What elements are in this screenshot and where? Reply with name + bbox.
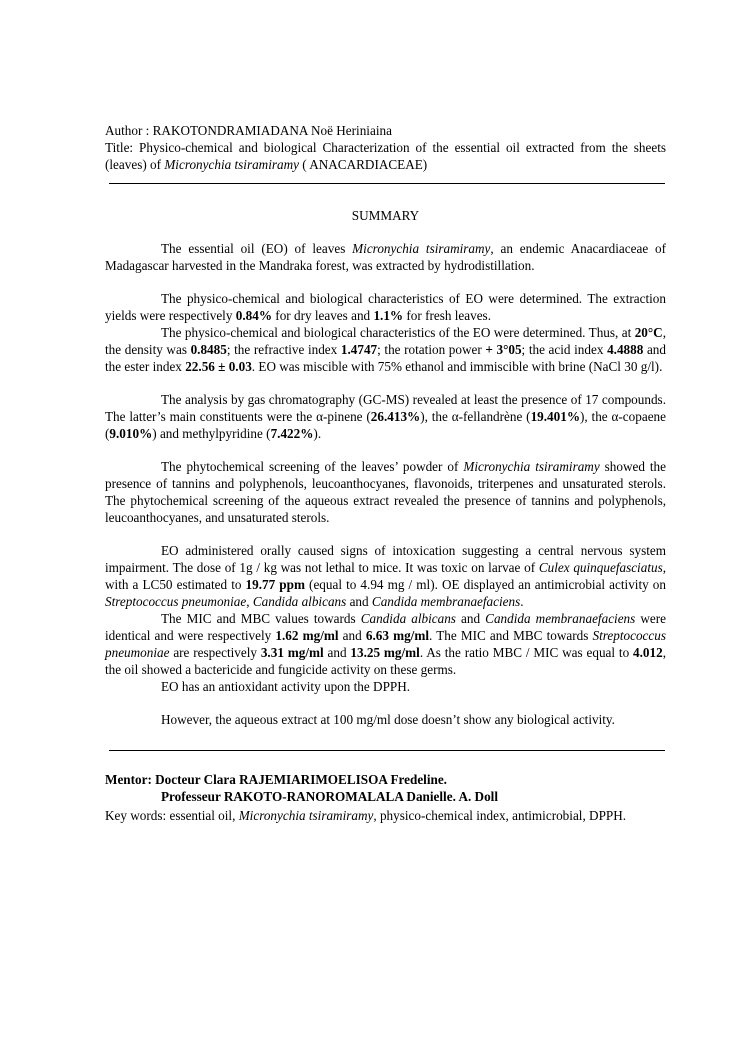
p7-text-d: and bbox=[338, 628, 366, 643]
document-page bbox=[105, 122, 666, 826]
streptococcus-species: Streptococcus pneumoniae bbox=[105, 594, 247, 609]
p3-text-f: and the ester index bbox=[105, 342, 666, 374]
p2-text-b: for dry leaves and bbox=[272, 308, 374, 323]
yield-dry: 0.84% bbox=[235, 308, 272, 323]
density-value: 0.8485 bbox=[190, 342, 227, 357]
paragraph-gcms bbox=[105, 391, 666, 442]
title-family: ( ANACARDIACEAE) bbox=[298, 157, 428, 172]
bottom-divider bbox=[109, 750, 665, 751]
culex-species: Culex quinquefasciatus bbox=[538, 560, 663, 575]
p6-text-e: and bbox=[346, 594, 372, 609]
p7-text-e: . The MIC and MBC towards bbox=[429, 628, 593, 643]
p7-text-f: are respectively bbox=[169, 645, 261, 660]
p3-text-c: ; the refractive index bbox=[226, 342, 341, 357]
alpha-fellandrene-value: 19.401% bbox=[530, 409, 581, 424]
p7-species-1: Candida albicans bbox=[360, 611, 456, 626]
alpha-pinene-value: 26.413% bbox=[370, 409, 421, 424]
p4-text-a: The analysis by gas chromatography (GC-MS) revealed at least the presence of 17 compounds. The latter’s main constituents were the α-pinene ( bbox=[105, 392, 666, 424]
methylpyridine-value: 7.422% bbox=[270, 426, 314, 441]
p1-species: Micronychia tsiramiramy bbox=[352, 241, 491, 256]
p7-text-a: The MIC and MBC values towards bbox=[161, 611, 361, 626]
paragraph-mic-mbc bbox=[105, 610, 666, 678]
acid-index: 4.4888 bbox=[607, 342, 644, 357]
p3-text-g: . EO was miscible with 75% ethanol and immiscible with brine (NaCl 30 g/l). bbox=[251, 359, 663, 374]
p7-species-2: Candida membranaefaciens bbox=[485, 611, 636, 626]
p1-text-a: The essential oil (EO) of leaves bbox=[161, 241, 353, 256]
p7-text-c: were identical and were respectively bbox=[105, 611, 667, 643]
keywords-text-a: Key words: essential oil, bbox=[105, 808, 239, 823]
keywords-line bbox=[105, 805, 666, 826]
mbc-candida: 6.63 mg/ml bbox=[365, 628, 429, 643]
co-mentor-line: Professeur RAKOTO-RANOROMALALA Danielle. A. Doll bbox=[161, 789, 499, 804]
p4-text-b: ), the α-fellandrène ( bbox=[420, 409, 531, 424]
alpha-copaene-value: 9.010% bbox=[109, 426, 153, 441]
keywords-text-b: , physico-chemical index, antimicrobial, DPPH. bbox=[373, 808, 627, 823]
top-divider bbox=[109, 183, 665, 184]
keywords-species: Micronychia tsiramiramy bbox=[238, 808, 374, 823]
summary-heading: SUMMARY bbox=[351, 208, 420, 223]
paragraph-antioxidant: EO has an antioxidant activity upon the DPPH. bbox=[161, 679, 411, 694]
p7-text-g: and bbox=[323, 645, 351, 660]
p6-text-f: . bbox=[520, 594, 524, 609]
author-name: RAKOTONDRAMIADANA Noë Heriniaina bbox=[152, 123, 392, 138]
temperature: 20°C bbox=[634, 325, 663, 340]
p2-text-a: The physico-chemical and biological characteristics of EO were determined. The extraction yields were respectively bbox=[105, 291, 666, 323]
paragraph-physico bbox=[105, 324, 666, 375]
paragraph-toxicity bbox=[105, 542, 666, 610]
lc50-value: 19.77 ppm bbox=[245, 577, 305, 592]
title-line bbox=[105, 139, 666, 173]
p4-text-e: ). bbox=[313, 426, 322, 441]
p4-text-c: ), the α-copaene ( bbox=[105, 409, 667, 441]
p4-text-d: ) and methylpyridine ( bbox=[152, 426, 271, 441]
title-text: Title: Physico-chemical and biological Characterization of the essential oil extracted from the sheets (leaves) of bbox=[105, 140, 666, 172]
p5-text-b: showed the presence of tannins and polyphenols, leucoanthocyanes, flavonoids, triterpenes and unsaturated sterols. The phytochemical screening of the aqueous extract revealed the presence of tannins and polyphenols, leucoanthocyanes, and unsaturated sterols. bbox=[105, 459, 666, 525]
p3-text-a: The physico-chemical and biological characteristics of the EO were determined. Thus, at bbox=[161, 325, 635, 340]
p7-text-h: . As the ratio MBC / MIC was equal to bbox=[419, 645, 634, 660]
author-line bbox=[105, 122, 666, 139]
paragraph-phytochemical bbox=[105, 458, 666, 526]
p6-text-b: , with a LC50 estimated to bbox=[105, 560, 667, 592]
ester-index: 22.56 ± 0.03 bbox=[185, 359, 252, 374]
p7-text-b: and bbox=[455, 611, 486, 626]
p7-species-3: Streptococcus pneumoniae bbox=[105, 628, 666, 660]
title-species: Micronychia tsiramiramy bbox=[164, 157, 299, 172]
candida-albicans-species: Candida albicans bbox=[252, 594, 347, 609]
p3-text-d: ; the rotation power bbox=[377, 342, 486, 357]
paragraph-extraction bbox=[105, 240, 666, 274]
p6-text-c: (equal to 4.94 mg / ml). OE displayed an antimicrobial activity on bbox=[304, 577, 666, 592]
mbc-mic-ratio: 4.012 bbox=[633, 645, 663, 660]
p6-text-a: EO administered orally caused signs of intoxication suggesting a central nervous system impairment. The dose of 1g / kg was not lethal to mice. It was toxic on larvae of bbox=[105, 543, 666, 575]
rotation-power: + 3°05 bbox=[485, 342, 522, 357]
p3-text-e: ; the acid index bbox=[521, 342, 608, 357]
mic-candida: 1.62 mg/ml bbox=[275, 628, 339, 643]
paragraph-yields bbox=[105, 290, 666, 324]
p3-text-b: , the density was bbox=[105, 325, 666, 357]
yield-fresh: 1.1% bbox=[373, 308, 404, 323]
p7-text-i: , the oil showed a bactericide and fungicide activity on these germs. bbox=[105, 645, 666, 677]
mbc-streptococcus: 13.25 mg/ml bbox=[350, 645, 420, 660]
p6-text-d: , bbox=[246, 594, 253, 609]
mic-streptococcus: 3.31 mg/ml bbox=[260, 645, 324, 660]
candida-membranaefaciens-species: Candida membranaefaciens bbox=[371, 594, 521, 609]
paragraph-aqueous-extract: However, the aqueous extract at 100 mg/ml dose doesn’t show any biological activity. bbox=[161, 712, 615, 727]
refractive-index: 1.4747 bbox=[340, 342, 378, 357]
p5-species: Micronychia tsiramiramy bbox=[463, 459, 600, 474]
p5-text-a: The phytochemical screening of the leaves’ powder of bbox=[161, 459, 464, 474]
p1-text-b: , an endemic Anacardiaceae of Madagascar harvested in the Mandraka forest, was extracted by hydrodistillation. bbox=[105, 241, 667, 273]
author-label: Author : bbox=[105, 123, 153, 138]
p2-text-c: for fresh leaves. bbox=[403, 308, 491, 323]
mentor-line: Mentor: Docteur Clara RAJEMIARIMOELISOA Fredeline. bbox=[105, 772, 447, 787]
